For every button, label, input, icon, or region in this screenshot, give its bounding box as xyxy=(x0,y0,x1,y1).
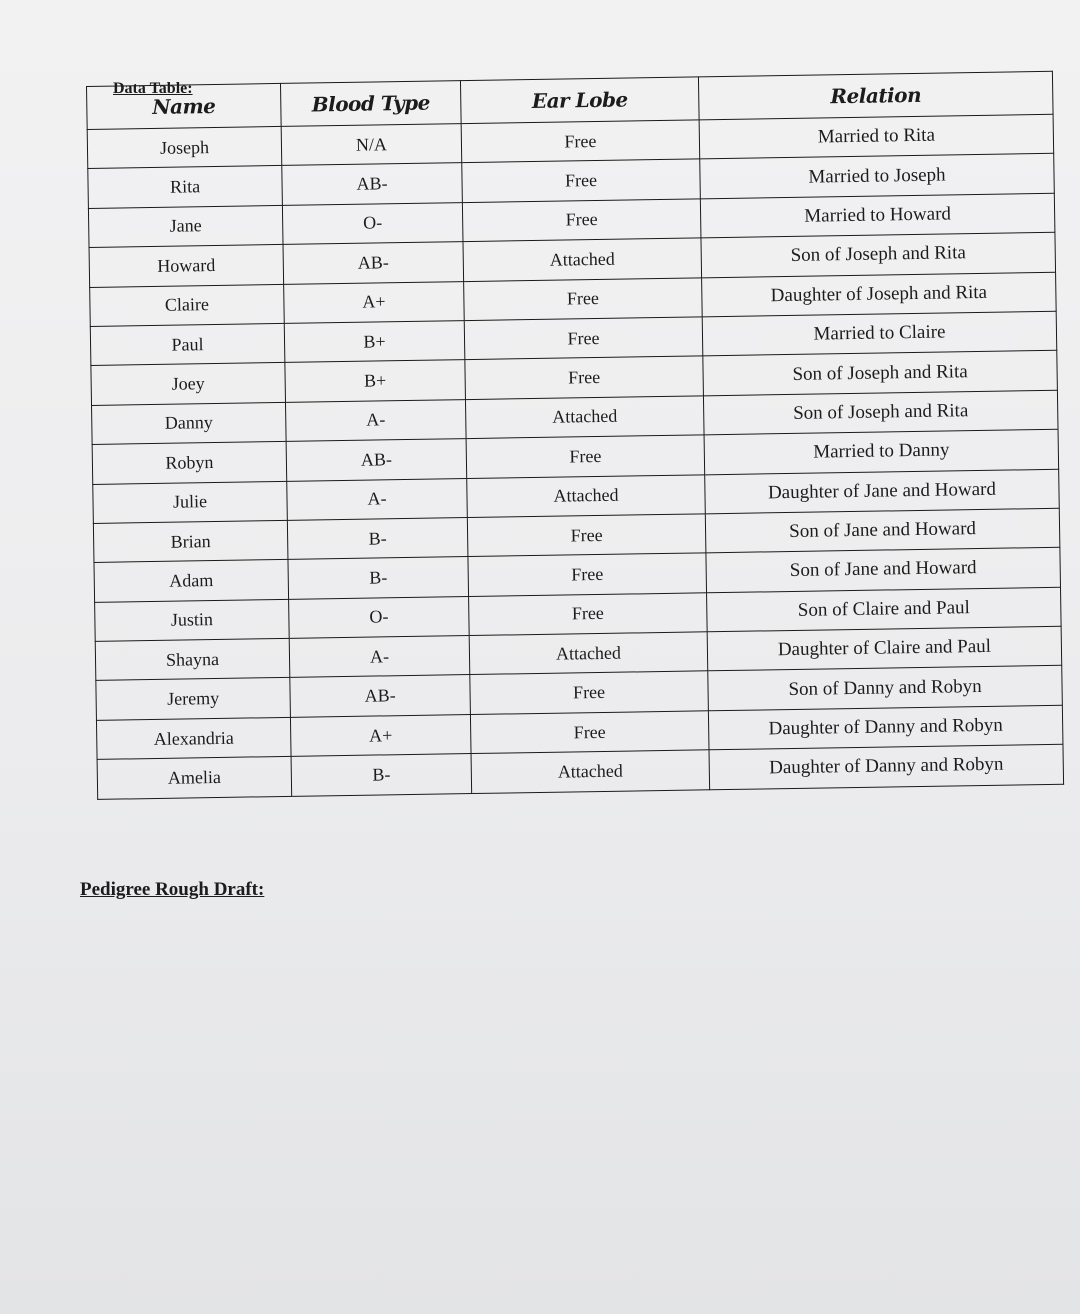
name-cell: Justin xyxy=(95,599,290,641)
blood-type-cell: AB- xyxy=(290,675,471,717)
ear-lobe-cell: Attached xyxy=(465,396,704,439)
blood-type-cell: B- xyxy=(287,517,468,559)
ear-lobe-cell: Free xyxy=(464,277,703,320)
relation-cell: Son of Claire and Paul xyxy=(707,587,1062,632)
blood-type-cell: AB- xyxy=(286,439,467,481)
blood-type-cell: A- xyxy=(289,636,470,678)
blood-type-cell: B- xyxy=(291,754,472,796)
column-header-relation: Relation xyxy=(698,71,1053,120)
relation-cell: Son of Joseph and Rita xyxy=(703,390,1058,435)
data-table xyxy=(86,71,1064,800)
data-table-heading: Data Table: xyxy=(113,80,193,97)
relation-cell: Married to Rita xyxy=(699,114,1054,159)
name-cell: Jeremy xyxy=(96,678,291,720)
relation-cell: Daughter of Jane and Howard xyxy=(705,469,1060,514)
name-cell: Robyn xyxy=(92,442,287,484)
pedigree-rough-draft-heading: Pedigree Rough Draft: xyxy=(80,879,265,900)
column-header-name: Name xyxy=(87,83,282,129)
name-cell: Joseph xyxy=(87,126,282,168)
table-body xyxy=(87,114,1063,799)
ear-lobe-cell: Attached xyxy=(467,474,706,517)
ear-lobe-cell: Free xyxy=(465,356,704,399)
blood-type-cell: AB- xyxy=(283,242,464,284)
ear-lobe-cell: Free xyxy=(462,159,701,202)
relation-cell: Daughter of Danny and Robyn xyxy=(709,744,1064,789)
blood-type-cell: N/A xyxy=(281,124,462,166)
relation-cell: Married to Claire xyxy=(702,311,1057,356)
relation-cell: Daughter of Joseph and Rita xyxy=(702,272,1057,317)
relation-cell: Son of Jane and Howard xyxy=(705,508,1060,553)
relation-cell: Son of Jane and Howard xyxy=(706,548,1061,593)
name-cell: Amelia xyxy=(97,757,292,799)
ear-lobe-cell: Attached xyxy=(463,238,702,281)
relation-cell: Daughter of Claire and Paul xyxy=(707,626,1062,671)
column-header-blood-type: Blood Type xyxy=(280,81,461,127)
name-cell: Howard xyxy=(89,245,284,287)
relation-cell: Son of Joseph and Rita xyxy=(703,351,1058,396)
ear-lobe-cell: Free xyxy=(462,199,701,242)
name-cell: Adam xyxy=(94,560,289,602)
data-table-container xyxy=(86,71,1064,846)
blood-type-cell: A+ xyxy=(290,714,471,756)
ear-lobe-cell: Free xyxy=(466,435,705,478)
blood-type-cell: B- xyxy=(288,557,469,599)
name-cell: Alexandria xyxy=(96,717,291,759)
name-cell: Rita xyxy=(88,166,283,208)
name-cell: Brian xyxy=(93,520,288,562)
blood-type-cell: A+ xyxy=(284,281,465,323)
name-cell: Claire xyxy=(90,284,285,326)
ear-lobe-cell: Free xyxy=(468,553,707,596)
relation-cell: Daughter of Danny and Robyn xyxy=(708,705,1063,750)
blood-type-cell: A- xyxy=(287,478,468,520)
ear-lobe-cell: Attached xyxy=(471,750,710,793)
relation-cell: Married to Danny xyxy=(704,429,1059,474)
ear-lobe-cell: Free xyxy=(469,593,708,636)
name-cell: Shayna xyxy=(95,638,290,680)
name-cell: Julie xyxy=(93,481,288,523)
ear-lobe-cell: Free xyxy=(470,671,709,714)
relation-cell: Married to Joseph xyxy=(700,154,1055,199)
relation-cell: Son of Danny and Robyn xyxy=(708,666,1063,711)
name-cell: Jane xyxy=(88,205,283,247)
blood-type-cell: O- xyxy=(282,202,463,244)
name-cell: Paul xyxy=(90,323,285,365)
relation-cell: Son of Joseph and Rita xyxy=(701,232,1056,277)
relation-cell: Married to Howard xyxy=(700,193,1055,238)
column-header-ear-lobe: Ear Lobe xyxy=(460,77,699,124)
ear-lobe-cell: Free xyxy=(467,514,706,557)
name-cell: Joey xyxy=(91,363,286,405)
blood-type-cell: B+ xyxy=(285,360,466,402)
blood-type-cell: A- xyxy=(285,399,466,441)
blood-type-cell: O- xyxy=(289,596,470,638)
blood-type-cell: AB- xyxy=(282,163,463,205)
ear-lobe-cell: Free xyxy=(461,120,700,163)
ear-lobe-cell: Attached xyxy=(469,632,708,675)
blood-type-cell: B+ xyxy=(284,321,465,363)
ear-lobe-cell: Free xyxy=(470,711,709,754)
name-cell: Danny xyxy=(92,402,287,444)
ear-lobe-cell: Free xyxy=(464,317,703,360)
